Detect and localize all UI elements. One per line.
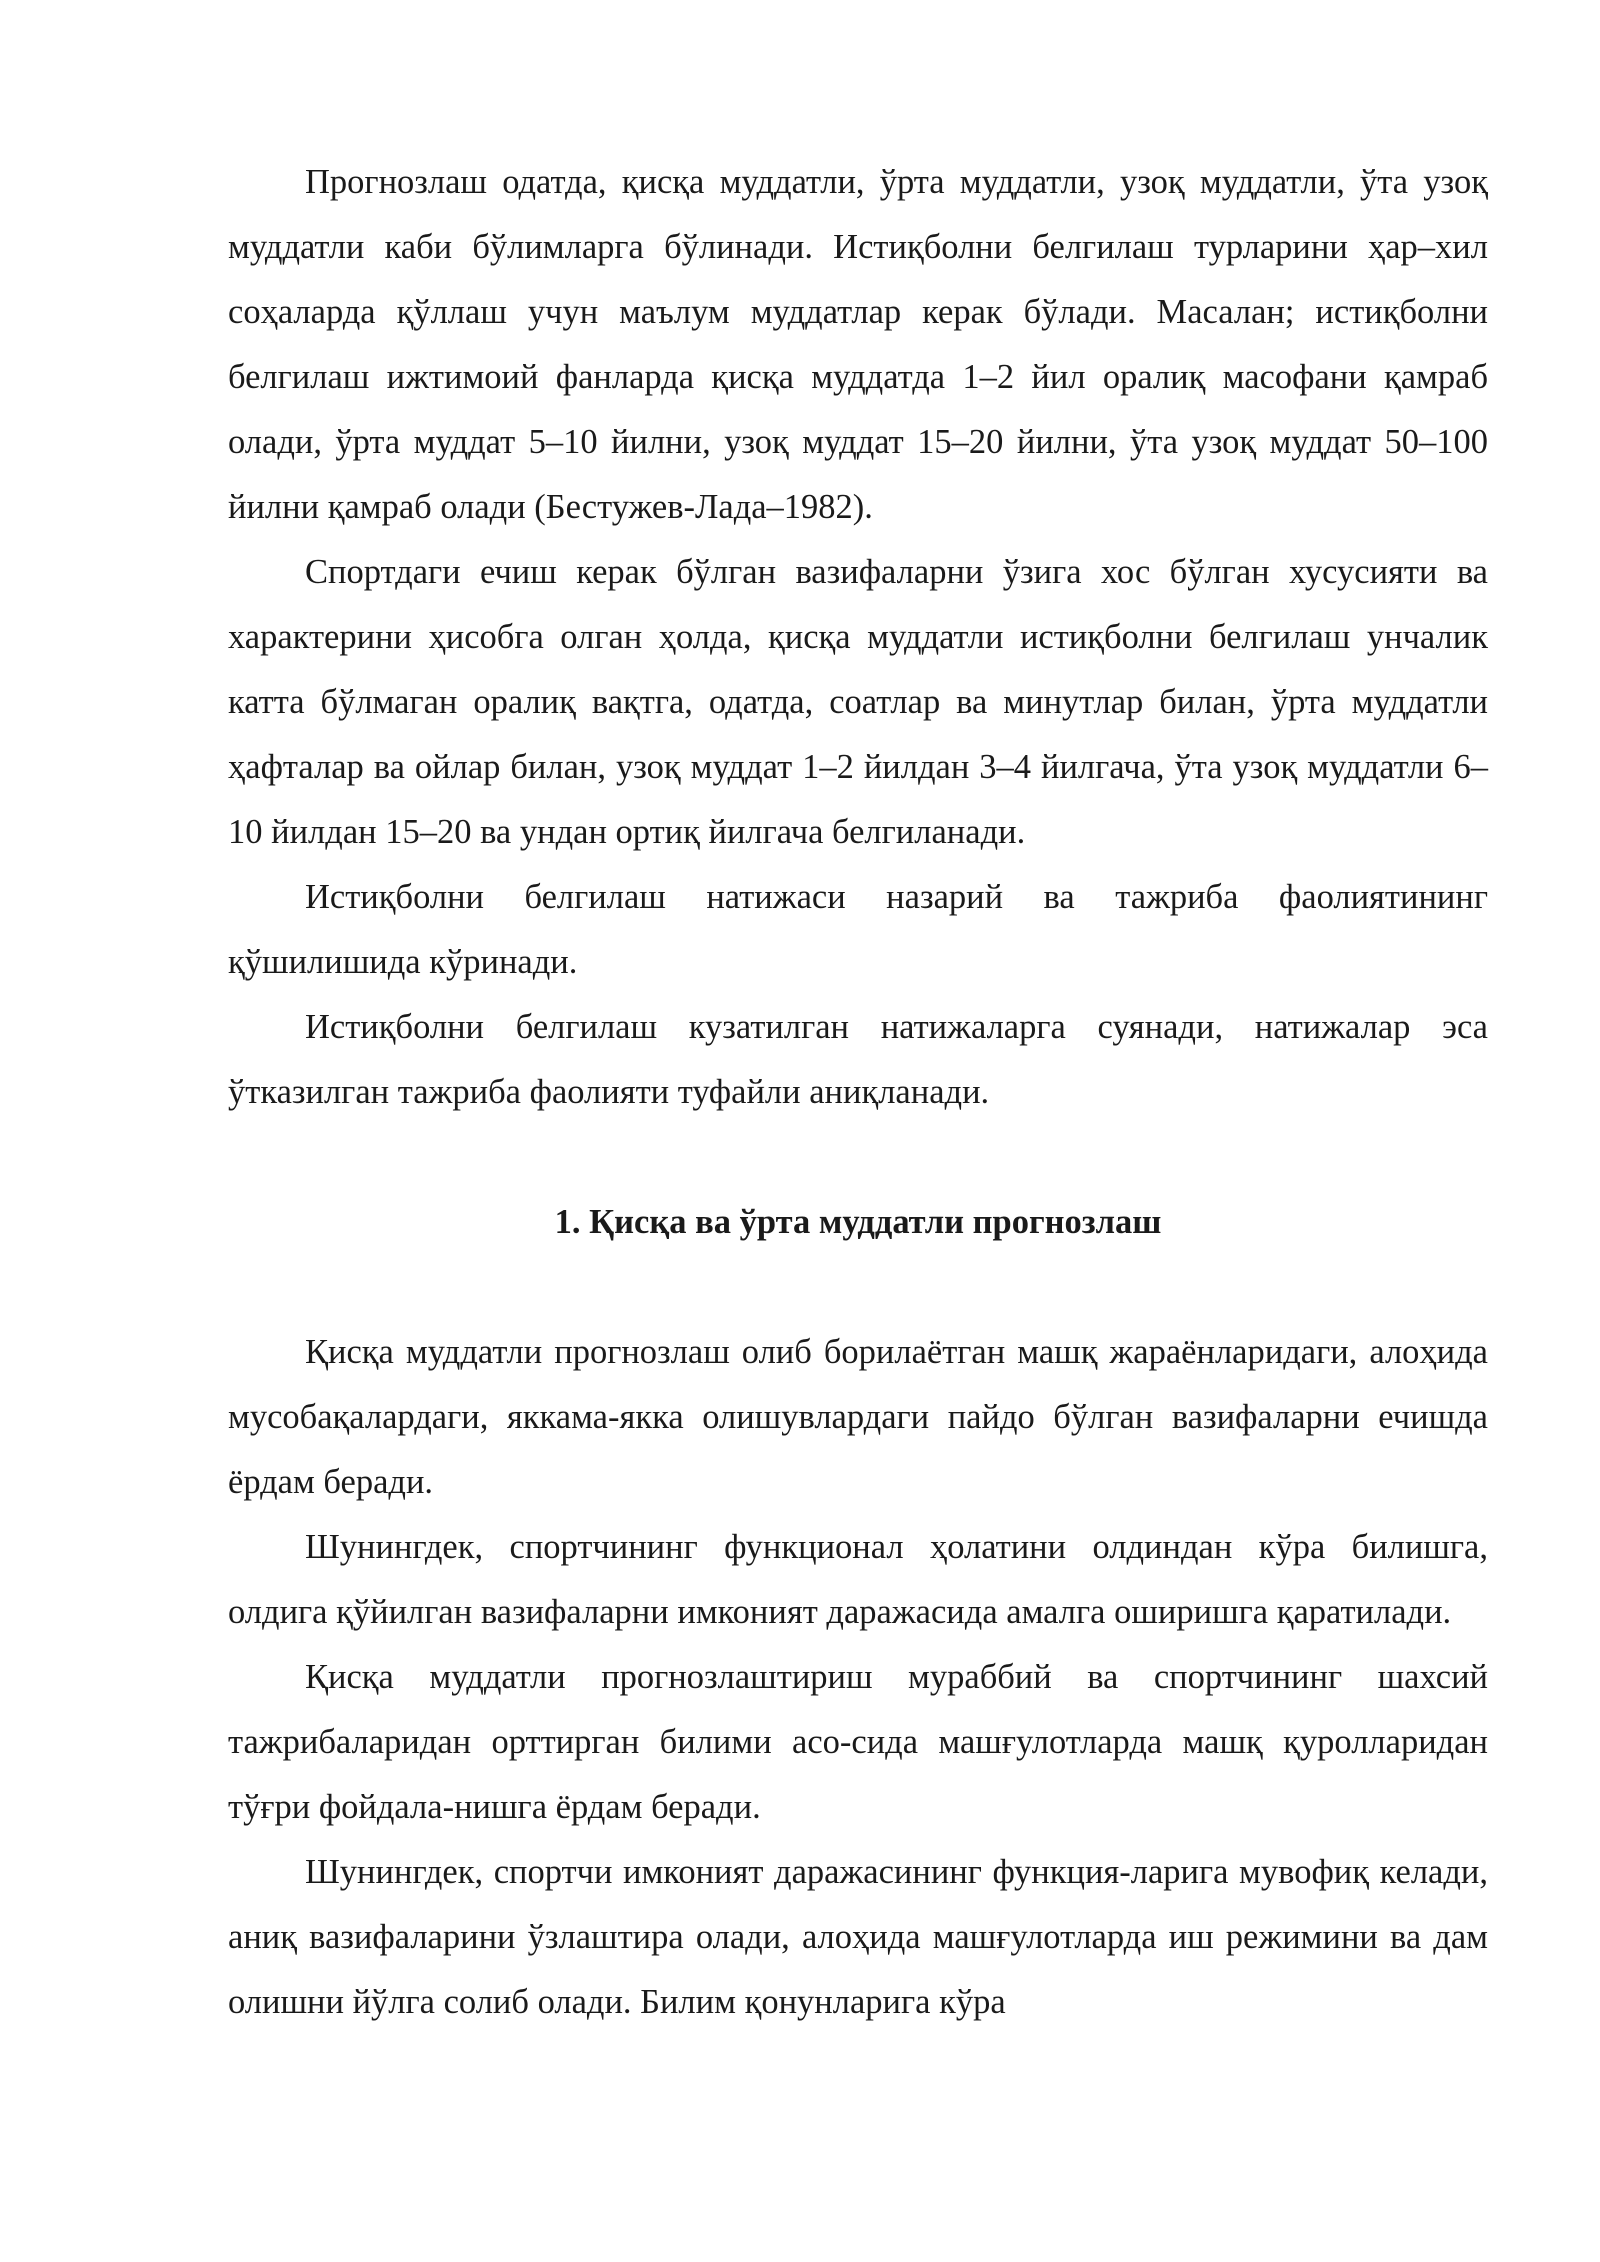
body-paragraph: Спортдаги ечиш керак бўлган вазифаларни ўзига хос бўлган хусусияти ва характерини ҳисобга олган ҳолда, қисқа муддатли истиқболни белгилаш унчалик катта бўлмаган оралиқ вақтга, одатда, соатлар ва минутлар билан, ўрта муддатли ҳафталар ва ойлар билан, узоқ муддат 1–2 йилдан 3–4 йилгача, ўта узоқ муддатли 6–10 йилдан 15–20 ва ундан ортиқ йилгача белгиланади.	[228, 553, 1488, 851]
body-paragraph: Шунингдек, спортчининг функционал ҳолатини олдиндан кўра билишга, олдига қўйилган вазифаларни имконият даражасида амалга оширишга қаратилади.	[228, 1528, 1488, 1631]
section-heading: 1. Қисқа ва ўрта муддатли прогнозлаш	[554, 1203, 1162, 1241]
body-paragraph: Қисқа муддатли прогнозлаштириш мураббий ва спортчининг шахсий тажрибаларидан орттирган билими асо-сида машғулотларда машқ қуролларидан тўғри фойдала-нишга ёрдам беради.	[228, 1658, 1488, 1826]
body-paragraph: Шунингдек, спортчи имконият даражасининг функция-ларига мувофиқ келади, аниқ вазифаларини ўзлаштира олади, алоҳида машғулотларда иш режимини ва дам олишни йўлга солиб олади. Билим қонунларига кўра	[228, 1853, 1488, 2021]
body-paragraph: Прогнозлаш одатда, қисқа муддатли, ўрта муддатли, узоқ муддатли, ўта узоқ муддатли каби бўлимларга бўлинади. Истиқболни белгилаш турларини ҳар–хил соҳаларда қўллаш учун маълум муддатлар керак бўлади. Масалан; истиқболни белгилаш ижтимоий фанларда қисқа муддатда 1–2 йил оралиқ масофани қамраб олади, ўрта муддат 5–10 йилни, узоқ муддат 15–20 йилни, ўта узоқ муддат 50–100 йилни қамраб олади (Бестужев-Лада–1982).	[228, 163, 1488, 526]
body-paragraph: Истиқболни белгилаш кузатилган натижаларга суянади, натижалар эса ўтказилган тажриба фаолияти туфайли аниқланади.	[228, 1008, 1488, 1111]
body-paragraph: Истиқболни белгилаш натижаси назарий ва тажриба фаолиятининг қўшилишида кўринади.	[228, 878, 1488, 981]
body-paragraph: Қисқа муддатли прогнозлаш олиб борилаётган машқ жараёнларидаги, алоҳида мусобақалардаги, яккама-якка олишувлардаги пайдо бўлган вазифаларни ечишда ёрдам беради.	[228, 1333, 1488, 1501]
